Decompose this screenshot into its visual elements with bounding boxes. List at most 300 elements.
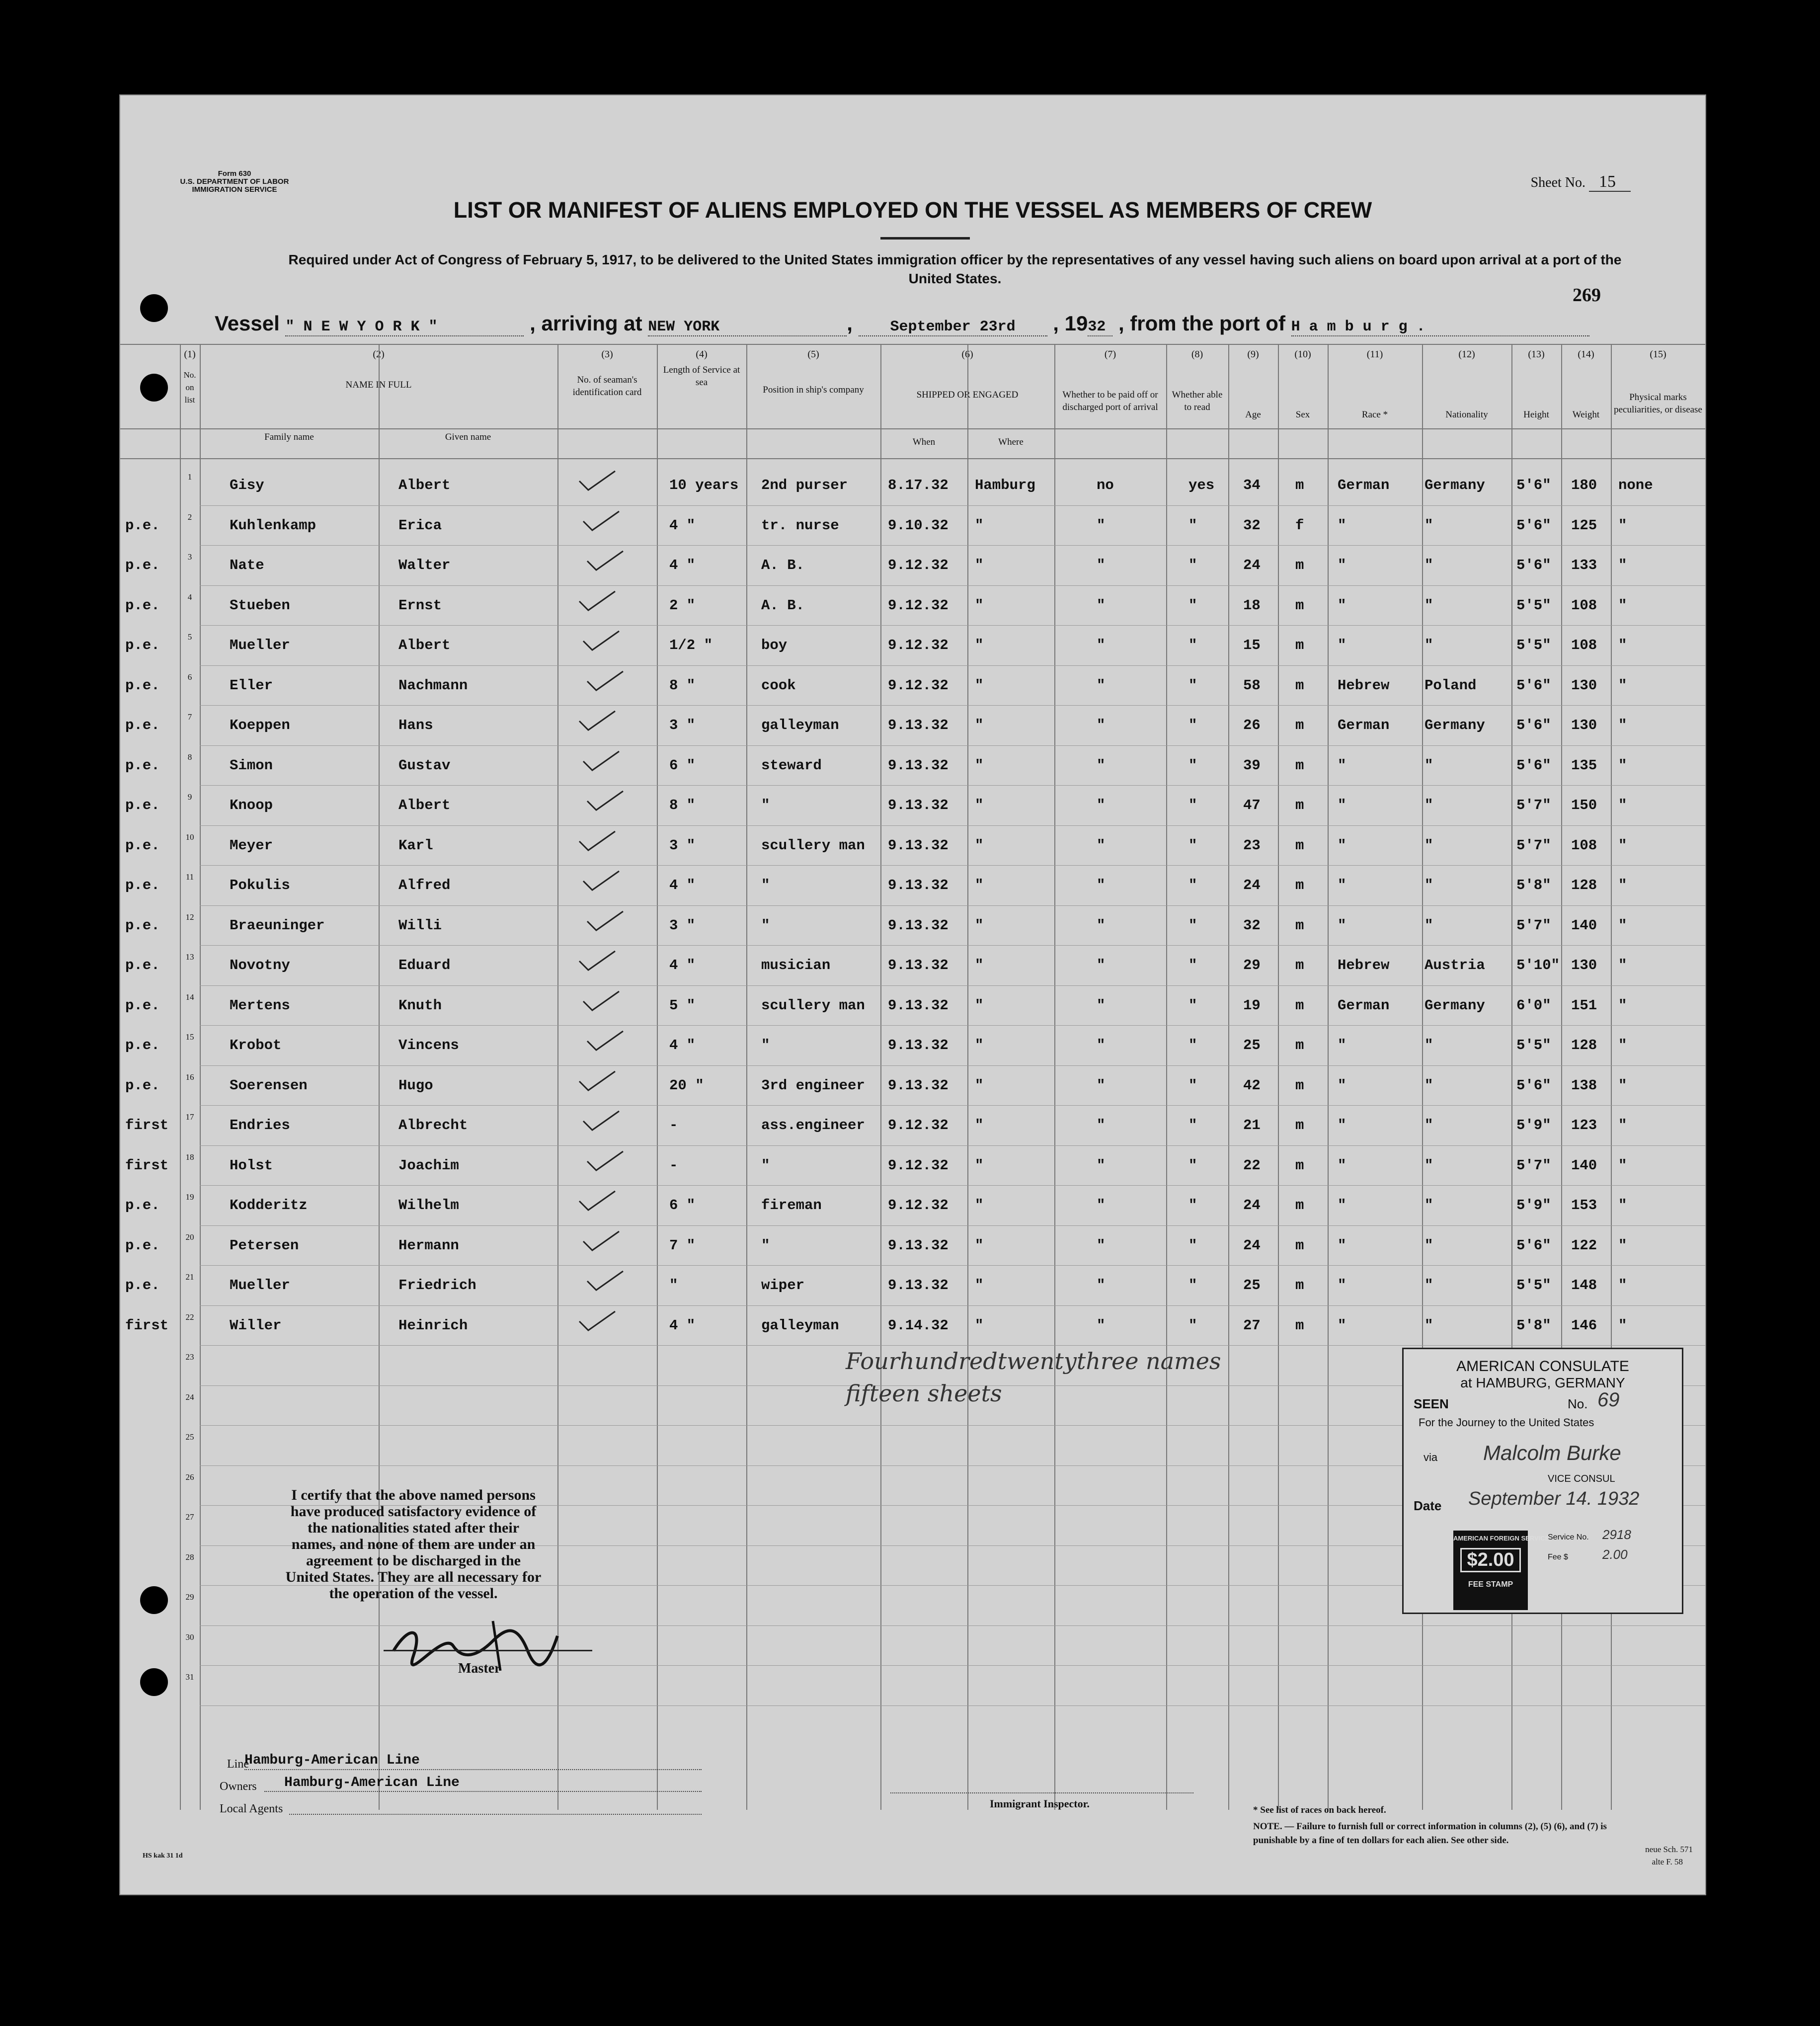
sex: m xyxy=(1295,597,1304,614)
sex: m xyxy=(1295,1237,1304,1254)
row-rule xyxy=(200,1065,1705,1066)
shipped-where: " xyxy=(975,1077,984,1094)
title-rule xyxy=(880,237,970,240)
row-number: 27 xyxy=(185,1512,194,1522)
race: " xyxy=(1338,1037,1346,1054)
column-rule xyxy=(880,344,881,1810)
shipped-when: 9.14.32 xyxy=(888,1317,949,1334)
age: 24 xyxy=(1243,557,1261,573)
position: galleyman xyxy=(761,1317,839,1334)
age: 25 xyxy=(1243,1037,1261,1054)
agents-label: Local Agents xyxy=(220,1802,283,1815)
row-prefix: first xyxy=(125,1157,169,1174)
length-of-service: 4 " xyxy=(669,1317,696,1334)
physical-marks: " xyxy=(1618,957,1627,973)
sex: m xyxy=(1295,997,1304,1014)
paid-off: " xyxy=(1097,757,1106,774)
given-name: Joachim xyxy=(398,1157,459,1174)
nationality: " xyxy=(1424,797,1433,813)
able-to-read: " xyxy=(1188,997,1197,1014)
shipped-where: " xyxy=(975,1197,984,1214)
col-number: (6) xyxy=(961,349,973,360)
physical-marks: " xyxy=(1618,1157,1627,1174)
length-of-service: 7 " xyxy=(669,1237,696,1254)
row-prefix: p.e. xyxy=(125,1237,160,1254)
row-rule xyxy=(200,1345,1705,1346)
row-rule xyxy=(200,825,1705,826)
stamp-no-value: 69 xyxy=(1597,1389,1620,1411)
able-to-read: " xyxy=(1188,757,1197,774)
stamp-date-label: Date xyxy=(1414,1498,1442,1513)
weight: 108 xyxy=(1571,837,1597,854)
col-number: (4) xyxy=(696,349,708,360)
owners-value: Hamburg-American Line xyxy=(284,1775,460,1790)
column-rule xyxy=(1328,344,1329,1810)
family-name: Kodderitz xyxy=(230,1197,308,1214)
column-rule xyxy=(746,344,747,1810)
header-able-read: Whether able to read xyxy=(1172,390,1223,412)
column-rule xyxy=(1054,344,1055,1810)
position: galleyman xyxy=(761,717,839,733)
height: 5'7" xyxy=(1516,837,1551,854)
physical-marks: " xyxy=(1618,517,1627,534)
consulate-stamp xyxy=(1402,1348,1683,1614)
height: 5'6" xyxy=(1516,557,1551,573)
physical-marks: " xyxy=(1618,837,1627,854)
race: " xyxy=(1338,757,1346,774)
shipped-when: 9.12.32 xyxy=(888,1157,949,1174)
shipped-when: 9.12.32 xyxy=(888,677,949,694)
race: " xyxy=(1338,597,1346,614)
form-number: Form 630 xyxy=(218,169,251,178)
length-of-service: 3 " xyxy=(669,717,696,733)
row-number: 9 xyxy=(187,792,192,802)
header-family-name: Family name xyxy=(264,432,314,442)
row-number: 10 xyxy=(185,832,194,842)
column-rule xyxy=(1278,344,1279,1810)
fee-stamp xyxy=(1453,1531,1550,1610)
checkmark-icon xyxy=(585,1030,625,1052)
weight: 138 xyxy=(1571,1077,1597,1094)
column-rule xyxy=(657,344,658,1810)
able-to-read: " xyxy=(1188,1037,1197,1054)
row-rule xyxy=(200,1105,1705,1106)
position: scullery man xyxy=(761,837,865,854)
sex: m xyxy=(1295,1197,1304,1214)
able-to-read: " xyxy=(1188,917,1197,934)
checkmark-icon xyxy=(585,790,625,812)
able-to-read: " xyxy=(1188,677,1197,694)
length-of-service: 1/2 " xyxy=(669,637,713,653)
nationality: " xyxy=(1424,637,1433,653)
stamp-vice-consul: VICE CONSUL xyxy=(1548,1473,1615,1484)
race: Hebrew xyxy=(1338,957,1390,973)
stamp-fee-label: Fee $ xyxy=(1548,1553,1568,1561)
age: 21 xyxy=(1243,1117,1261,1134)
stamp-no-label: No. xyxy=(1568,1396,1588,1411)
physical-marks: " xyxy=(1618,797,1627,813)
position: fireman xyxy=(761,1197,822,1214)
shipped-where: " xyxy=(975,917,984,934)
row-number: 2 xyxy=(187,512,192,522)
age: 19 xyxy=(1243,997,1261,1014)
col-number: (3) xyxy=(601,349,613,360)
row-number: 26 xyxy=(185,1472,194,1482)
row-rule xyxy=(200,1025,1705,1026)
row-prefix: p.e. xyxy=(125,797,160,813)
given-name: Hugo xyxy=(398,1077,433,1094)
row-rule xyxy=(200,505,1705,506)
age: 32 xyxy=(1243,517,1261,534)
race: " xyxy=(1338,1117,1346,1134)
checkmark-icon xyxy=(585,550,625,572)
weight: 133 xyxy=(1571,557,1597,573)
row-rule xyxy=(200,905,1705,906)
col-number: (7) xyxy=(1104,349,1116,360)
race: " xyxy=(1338,1157,1346,1174)
shipped-where: " xyxy=(975,1317,984,1334)
nationality: Germany xyxy=(1424,477,1485,493)
sex: m xyxy=(1295,477,1304,493)
position: cook xyxy=(761,677,796,694)
row-prefix: p.e. xyxy=(125,1197,160,1214)
weight: 128 xyxy=(1571,877,1597,893)
given-name: Erica xyxy=(398,517,442,534)
paid-off: " xyxy=(1097,1037,1106,1054)
length-of-service: 4 " xyxy=(669,557,696,573)
race: " xyxy=(1338,557,1346,573)
able-to-read: " xyxy=(1188,1277,1197,1294)
height: 5'6" xyxy=(1516,1237,1551,1254)
physical-marks: " xyxy=(1618,637,1627,653)
shipped-where: " xyxy=(975,1237,984,1254)
from-port-label: , from the port of xyxy=(1118,312,1285,335)
shipped-where: " xyxy=(975,597,984,614)
row-rule xyxy=(200,625,1705,626)
row-number: 31 xyxy=(185,1672,194,1682)
checkmark-icon xyxy=(581,870,621,892)
nationality: Germany xyxy=(1424,997,1485,1014)
given-name: Albert xyxy=(398,477,451,493)
header-race: Race * xyxy=(1361,409,1388,420)
position: A. B. xyxy=(761,557,805,573)
stamp-service-label: Service No. xyxy=(1548,1533,1589,1541)
family-name: Mueller xyxy=(230,637,290,653)
able-to-read: " xyxy=(1188,1237,1197,1254)
nationality: " xyxy=(1424,877,1433,893)
nationality: " xyxy=(1424,1077,1433,1094)
row-prefix: p.e. xyxy=(125,597,160,614)
physical-marks: " xyxy=(1618,1197,1627,1214)
race-note: * See list of races on back hereof. xyxy=(1253,1805,1386,1815)
nationality: Poland xyxy=(1424,677,1477,694)
row-number: 13 xyxy=(185,952,194,962)
able-to-read: " xyxy=(1188,1117,1197,1134)
position: 2nd purser xyxy=(761,477,848,493)
line-value: Hamburg-American Line xyxy=(244,1753,420,1768)
weight: 180 xyxy=(1571,477,1597,493)
physical-marks: " xyxy=(1618,557,1627,573)
shipped-when: 9.10.32 xyxy=(888,517,949,534)
length-of-service: 4 " xyxy=(669,957,696,973)
inspector-label: Immigrant Inspector. xyxy=(990,1797,1090,1810)
sex: m xyxy=(1295,797,1304,813)
position: scullery man xyxy=(761,997,865,1014)
sex: m xyxy=(1295,1117,1304,1134)
paid-off: " xyxy=(1097,597,1106,614)
arrival-port: NEW YORK xyxy=(648,319,847,336)
row-rule xyxy=(200,665,1705,666)
header-nationality: Nationality xyxy=(1445,409,1488,420)
row-number: 28 xyxy=(185,1552,194,1562)
family-name: Pokulis xyxy=(230,877,290,893)
shipped-when: 9.12.32 xyxy=(888,1117,949,1134)
family-name: Knoop xyxy=(230,797,273,813)
row-number: 7 xyxy=(187,712,192,722)
given-name: Eduard xyxy=(398,957,451,973)
sex: m xyxy=(1295,1077,1304,1094)
shipped-when: 9.12.32 xyxy=(888,557,949,573)
height: 5'7" xyxy=(1516,917,1551,934)
row-number: 6 xyxy=(187,672,192,682)
age: 24 xyxy=(1243,1237,1261,1254)
line-label: Line xyxy=(227,1758,249,1771)
row-number: 16 xyxy=(185,1072,194,1082)
column-rule xyxy=(200,344,201,1810)
length-of-service: 8 " xyxy=(669,797,696,813)
given-name: Willi xyxy=(398,917,442,934)
race: " xyxy=(1338,797,1346,813)
age: 29 xyxy=(1243,957,1261,973)
weight: 125 xyxy=(1571,517,1597,534)
race: German xyxy=(1338,717,1390,733)
given-name: Ernst xyxy=(398,597,442,614)
position: ass.engineer xyxy=(761,1117,865,1134)
shipped-where: " xyxy=(975,1037,984,1054)
physical-marks: " xyxy=(1618,1237,1627,1254)
height: 5'6" xyxy=(1516,1077,1551,1094)
family-name: Soerensen xyxy=(230,1077,308,1094)
vessel-line: Vessel " N E W Y O R K " , arriving at NEW YORK , September 23rd , 1932 , from the port of H a m b u r g . xyxy=(215,312,1589,336)
col-number: (13) xyxy=(1528,349,1545,360)
row-number: 17 xyxy=(185,1112,194,1122)
checkmark-icon xyxy=(585,1270,625,1292)
physical-marks: " xyxy=(1618,757,1627,774)
header-paid-off: Whether to be paid off or discharged port of arrival xyxy=(1062,390,1158,412)
shipped-where: " xyxy=(975,517,984,534)
checkmark-icon xyxy=(577,710,617,732)
given-name: Albert xyxy=(398,637,451,653)
row-number: 22 xyxy=(185,1312,194,1322)
nationality: " xyxy=(1424,837,1433,854)
manifest-sheet xyxy=(119,94,1706,1895)
header-where: Where xyxy=(998,437,1024,447)
row-number: 15 xyxy=(185,1032,194,1042)
given-name: Nachmann xyxy=(398,677,468,694)
weight: 135 xyxy=(1571,757,1597,774)
position: A. B. xyxy=(761,597,805,614)
race: " xyxy=(1338,637,1346,653)
header-physical-marks: Physical marks peculiarities, or disease xyxy=(1614,392,1702,415)
checkmark-icon xyxy=(581,1110,621,1132)
race: Hebrew xyxy=(1338,677,1390,694)
paid-off: " xyxy=(1097,877,1106,893)
race: " xyxy=(1338,517,1346,534)
height: 5'8" xyxy=(1516,1317,1551,1334)
paid-off: " xyxy=(1097,637,1106,653)
paid-off: " xyxy=(1097,1317,1106,1334)
height: 5'6" xyxy=(1516,677,1551,694)
weight: 130 xyxy=(1571,957,1597,973)
sex: m xyxy=(1295,637,1304,653)
row-rule xyxy=(200,545,1705,546)
row-number: 21 xyxy=(185,1272,194,1282)
position: musician xyxy=(761,957,831,973)
able-to-read: " xyxy=(1188,1317,1197,1334)
weight: 140 xyxy=(1571,1157,1597,1174)
height: 5'5" xyxy=(1516,1277,1551,1294)
stamp-line-2: at HAMBURG, GERMANY xyxy=(1460,1375,1625,1390)
row-number: 24 xyxy=(185,1392,194,1402)
given-name: Albrecht xyxy=(398,1117,468,1134)
shipped-where: " xyxy=(975,797,984,813)
paid-off: " xyxy=(1097,1277,1106,1294)
row-number: 1 xyxy=(187,472,192,482)
row-rule xyxy=(200,705,1705,706)
able-to-read: " xyxy=(1188,797,1197,813)
sex: m xyxy=(1295,957,1304,973)
column-rule xyxy=(967,344,968,1810)
able-to-read: " xyxy=(1188,1197,1197,1214)
shipped-where: " xyxy=(975,1157,984,1174)
physical-marks: " xyxy=(1618,1037,1627,1054)
col-number: (9) xyxy=(1247,349,1259,360)
vessel-label: Vessel xyxy=(215,312,280,335)
physical-marks: " xyxy=(1618,717,1627,733)
age: 34 xyxy=(1243,477,1261,493)
weight: 128 xyxy=(1571,1037,1597,1054)
vessel-name: " N E W Y O R K " xyxy=(285,319,524,336)
stamp-fee-value: 2.00 xyxy=(1602,1547,1628,1562)
position: tr. nurse xyxy=(761,517,839,534)
length-of-service: 3 " xyxy=(669,917,696,934)
race: " xyxy=(1338,877,1346,893)
checkmark-icon xyxy=(581,510,621,532)
row-number: 19 xyxy=(185,1192,194,1202)
shipped-where: Hamburg xyxy=(975,477,1035,493)
paid-off: " xyxy=(1097,1197,1106,1214)
age: 27 xyxy=(1243,1317,1261,1334)
weight: 123 xyxy=(1571,1117,1597,1134)
nationality: " xyxy=(1424,757,1433,774)
row-prefix: p.e. xyxy=(125,877,160,893)
checkmark-icon xyxy=(585,1150,625,1172)
header-name-in-full: NAME IN FULL xyxy=(345,380,412,390)
agents-underline xyxy=(289,1814,702,1815)
header-no-on-list: No. on list xyxy=(183,370,196,405)
race: " xyxy=(1338,1077,1346,1094)
family-name: Mertens xyxy=(230,997,290,1014)
sex: m xyxy=(1295,1277,1304,1294)
paid-off: " xyxy=(1097,717,1106,733)
weight: 140 xyxy=(1571,917,1597,934)
family-name: Simon xyxy=(230,757,273,774)
fee-stamp-label: FEE STAMP xyxy=(1468,1580,1513,1589)
line-underline xyxy=(244,1769,702,1770)
checkmark-icon xyxy=(577,1190,617,1212)
paid-off: " xyxy=(1097,557,1106,573)
position: steward xyxy=(761,757,822,774)
row-rule xyxy=(200,1305,1705,1306)
family-name: Nate xyxy=(230,557,264,573)
shipped-where: " xyxy=(975,557,984,573)
position: " xyxy=(761,877,770,893)
length-of-service: 6 " xyxy=(669,757,696,774)
checkmark-icon xyxy=(581,630,621,652)
given-name: Vincens xyxy=(398,1037,459,1054)
shipped-where: " xyxy=(975,877,984,893)
family-name: Gisy xyxy=(230,477,264,493)
height: 5'5" xyxy=(1516,637,1551,653)
header-position: Position in ship's company xyxy=(763,385,864,395)
shipped-when: 9.13.32 xyxy=(888,997,949,1014)
physical-marks: " xyxy=(1618,1117,1627,1134)
master-certification: I certify that the above named persons have produced satisfactory evidence of the nationalities stated after their names, and none of them are under an agreement to be discharged in the United States. They are all necessary for the operation of the vessel. xyxy=(285,1487,542,1602)
shipped-when: 9.13.32 xyxy=(888,1037,949,1054)
position: boy xyxy=(761,637,788,653)
row-prefix: p.e. xyxy=(125,1277,160,1294)
given-name: Hans xyxy=(398,717,433,733)
sex: f xyxy=(1295,517,1304,534)
row-prefix: p.e. xyxy=(125,837,160,854)
length-of-service: 2 " xyxy=(669,597,696,614)
row-rule xyxy=(200,865,1705,866)
row-rule xyxy=(200,745,1705,746)
col-number: (1) xyxy=(184,349,196,360)
family-name: Mueller xyxy=(230,1277,290,1294)
weight: 150 xyxy=(1571,797,1597,813)
length-of-service: 4 " xyxy=(669,517,696,534)
row-prefix: p.e. xyxy=(125,637,160,653)
punch-hole xyxy=(140,294,168,322)
handwritten-count: Fourhundredtwentythree names xyxy=(846,1348,1221,1375)
col-number: (2) xyxy=(373,349,385,360)
given-name: Karl xyxy=(398,837,433,854)
sex: m xyxy=(1295,717,1304,733)
shipped-where: " xyxy=(975,957,984,973)
row-number: 20 xyxy=(185,1232,194,1242)
owners-underline xyxy=(264,1791,702,1792)
height: 5'6" xyxy=(1516,757,1551,774)
able-to-read: yes xyxy=(1188,477,1215,493)
able-to-read: " xyxy=(1188,837,1197,854)
row-prefix: p.e. xyxy=(125,917,160,934)
length-of-service: - xyxy=(669,1157,678,1174)
column-rule xyxy=(557,344,558,1810)
height: 5'6" xyxy=(1516,477,1551,493)
row-rule xyxy=(200,1185,1705,1186)
length-of-service: 3 " xyxy=(669,837,696,854)
race: " xyxy=(1338,917,1346,934)
shipped-when: 9.13.32 xyxy=(888,797,949,813)
length-of-service: - xyxy=(669,1117,678,1134)
family-name: Endries xyxy=(230,1117,290,1134)
nationality: " xyxy=(1424,1117,1433,1134)
height: 5'7" xyxy=(1516,1157,1551,1174)
nationality: " xyxy=(1424,557,1433,573)
row-rule xyxy=(200,585,1705,586)
given-name: Heinrich xyxy=(398,1317,468,1334)
